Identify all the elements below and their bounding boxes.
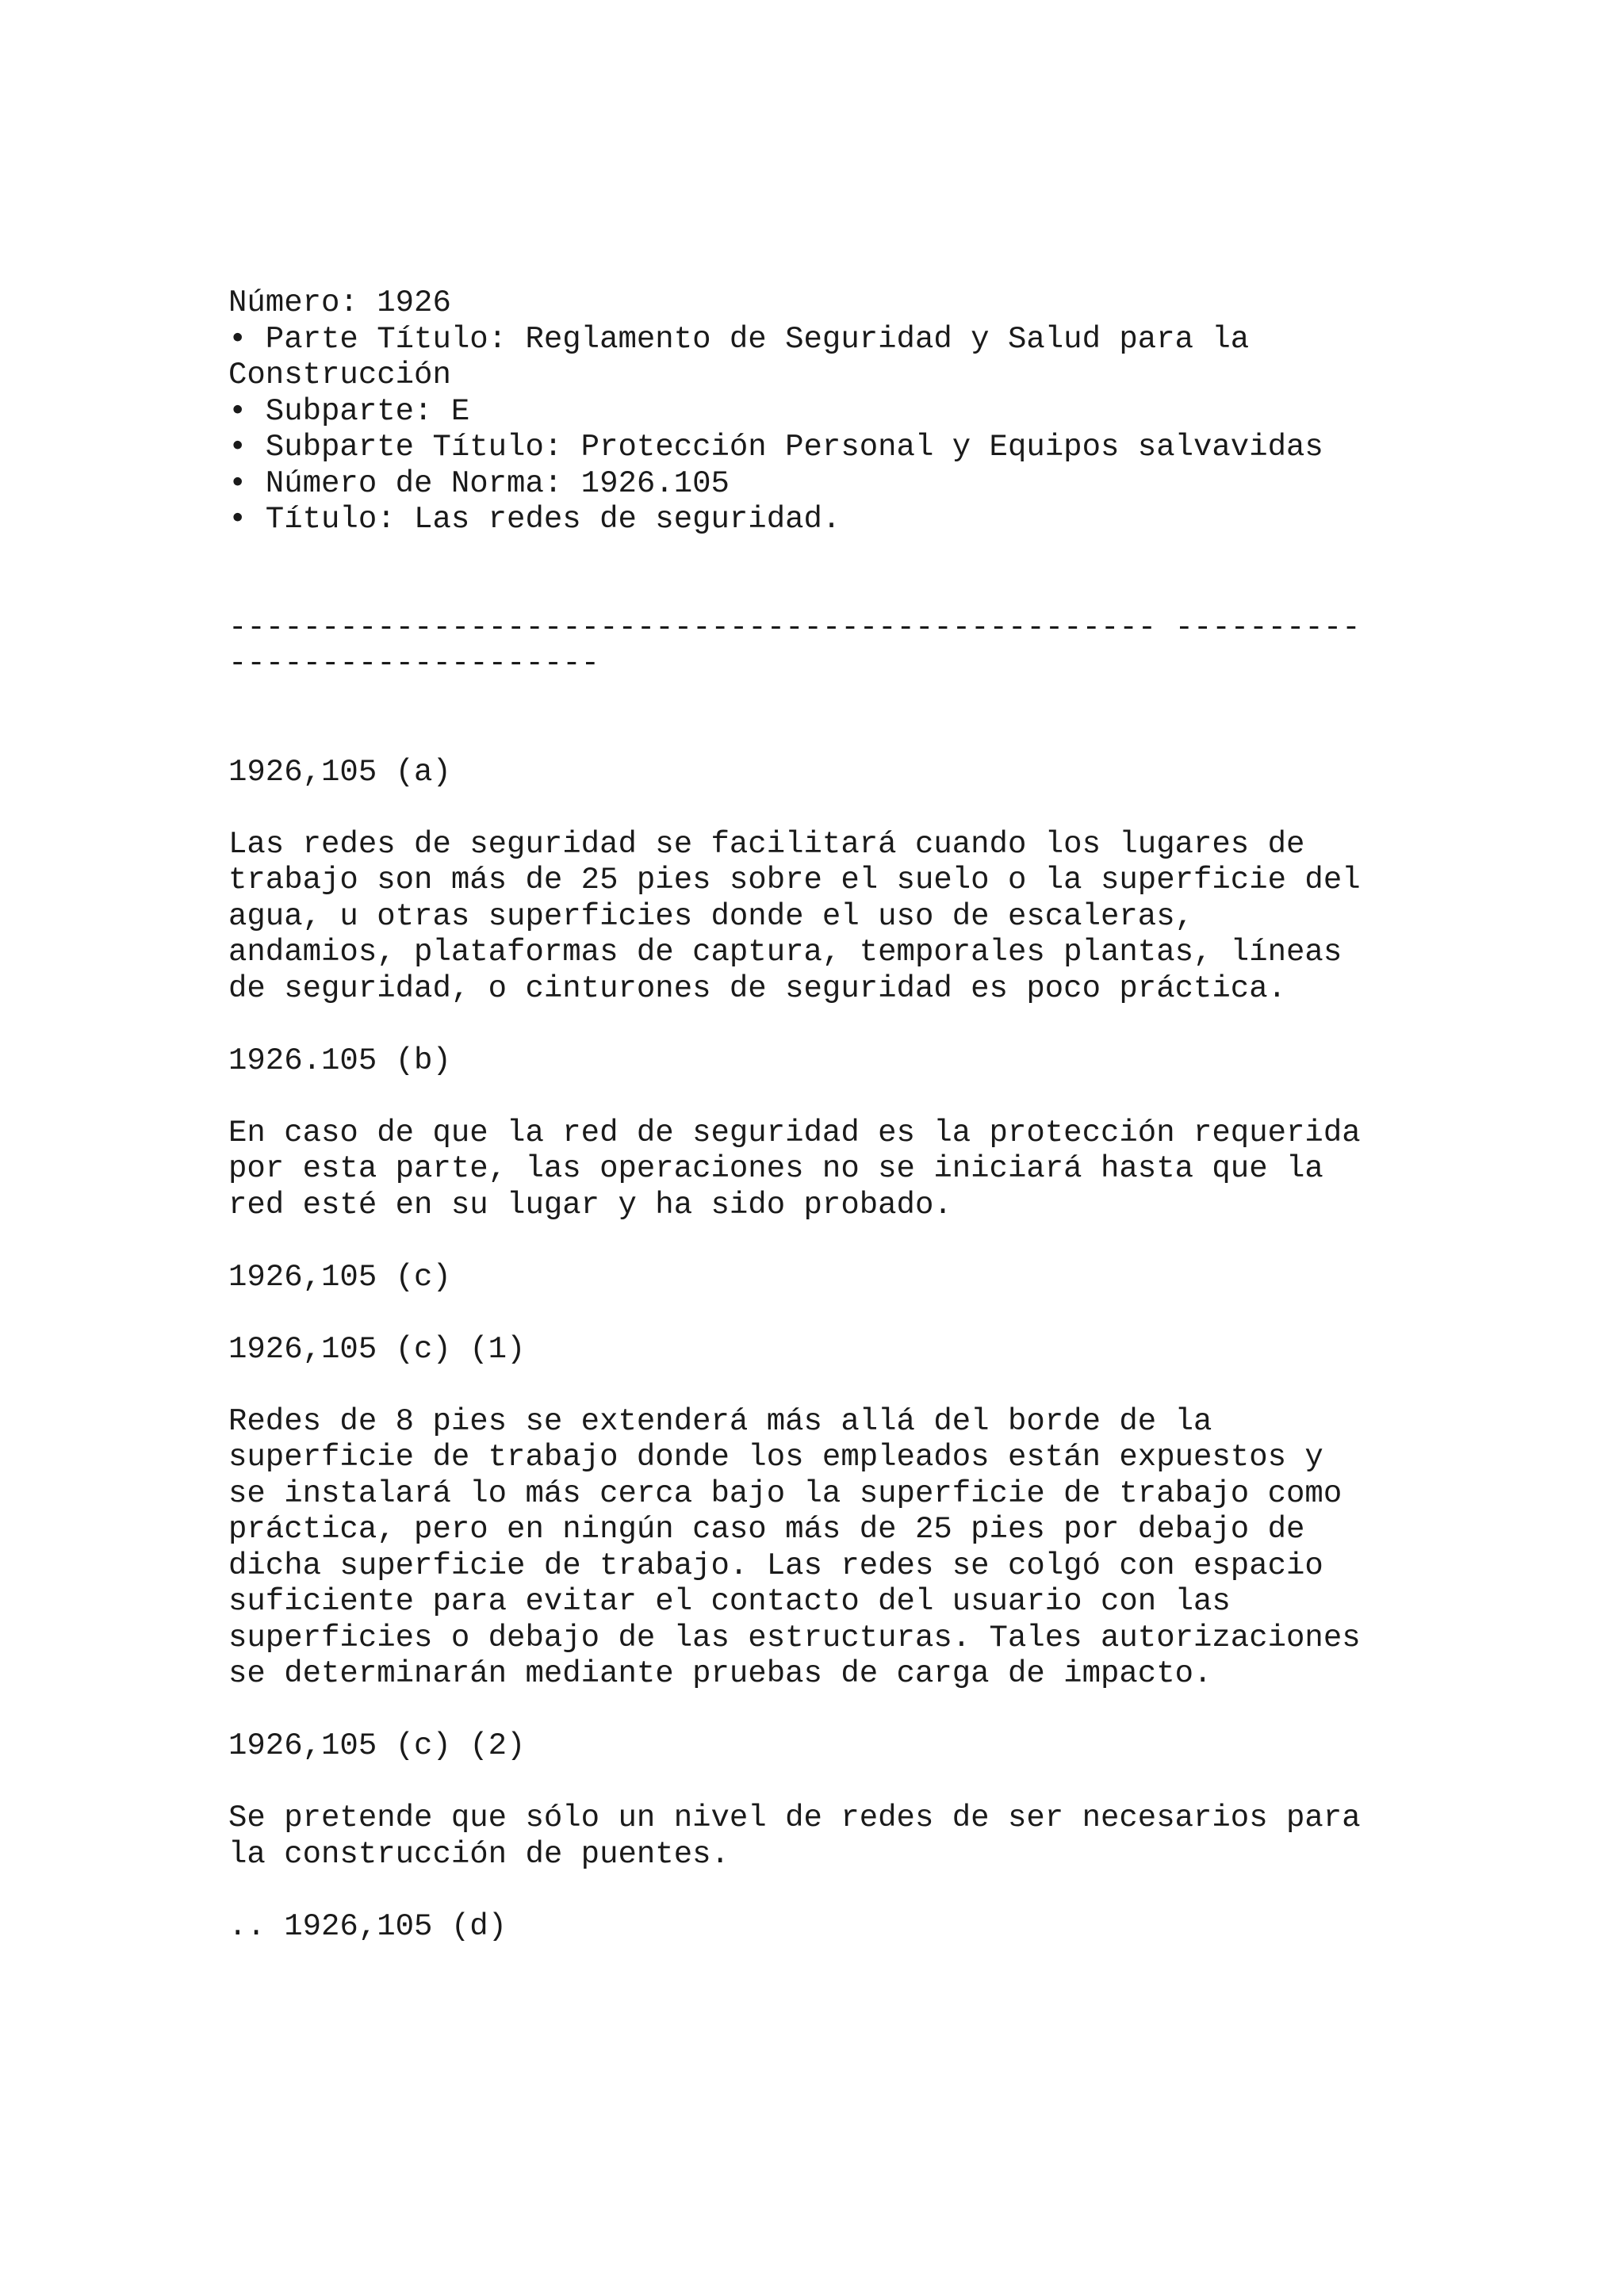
paragraph-line: se determinarán mediante pruebas de carga de impacto. (228, 1656, 1212, 1691)
section-b-heading (228, 1043, 1418, 1080)
paragraph-line: práctica, pero en ningún caso más de 25 pies por debajo de (228, 1512, 1305, 1547)
paragraph-line: de seguridad, o cinturones de seguridad es poco práctica. (228, 970, 1287, 1006)
section-b-paragraph (228, 1115, 1418, 1224)
section-d-heading (228, 1909, 1418, 1946)
paragraph-line: andamios, plataformas de captura, temporales plantas, líneas (228, 935, 1342, 970)
section-heading: 1926.105 (b) (228, 1043, 451, 1078)
paragraph-line: por esta parte, las operaciones no se iniciará hasta que la (228, 1151, 1323, 1186)
section-c1-heading (228, 1332, 1418, 1368)
header-subpart-title: • Subparte Título: Protección Personal y Equipos salvavidas (228, 430, 1323, 465)
header-part-title: • Parte Título: Reglamento de Seguridad y Salud para la (228, 321, 1250, 357)
paragraph-line: se instalará lo más cerca bajo la superficie de trabajo como (228, 1475, 1342, 1511)
paragraph-line: superficie de trabajo donde los empleados están expuestos y (228, 1440, 1323, 1475)
section-heading: 1926,105 (c) (1) (228, 1331, 526, 1367)
paragraph-line: Redes de 8 pies se extenderá más allá del borde de la (228, 1403, 1212, 1439)
header-number: Número: 1926 (228, 285, 451, 320)
header-standard-number: • Número de Norma: 1926.105 (228, 465, 730, 501)
section-c2-paragraph (228, 1800, 1418, 1873)
paragraph-line: Las redes de seguridad se facilitará cuando los lugares de (228, 826, 1305, 862)
paragraph-line: agua, u otras superficies donde el uso de escaleras, (228, 898, 1193, 934)
separator (228, 610, 1418, 683)
paragraph-line: red esté en su lugar y ha sido probado. (228, 1187, 952, 1223)
section-heading: 1926,105 (c) (2) (228, 1728, 526, 1763)
separator-line: -------------------------------------------------- ---------- (228, 610, 1361, 645)
paragraph-line: dicha superficie de trabajo. Las redes se colgó con espacio (228, 1548, 1323, 1583)
section-heading: .. 1926,105 (d) (228, 1908, 508, 1944)
header-part-title-cont: Construcción (228, 358, 451, 392)
section-c-heading (228, 1260, 1418, 1296)
header-subpart: • Subparte: E (228, 393, 470, 429)
paragraph-line: la construcción de puentes. (228, 1836, 730, 1872)
section-a-paragraph (228, 827, 1418, 1008)
paragraph-line: superficies o debajo de las estructuras. Tales autorizaciones (228, 1620, 1361, 1655)
section-heading: 1926,105 (c) (228, 1259, 451, 1295)
separator-line: -------------------- (228, 646, 600, 681)
section-heading: 1926,105 (a) (228, 754, 451, 790)
section-c1-paragraph (228, 1404, 1418, 1693)
document-page (228, 285, 1418, 1945)
paragraph-line: suficiente para evitar el contacto del usuario con las (228, 1584, 1231, 1619)
section-c2-heading (228, 1728, 1418, 1765)
paragraph-line: En caso de que la red de seguridad es la protección requerida (228, 1115, 1361, 1150)
paragraph-line: trabajo son más de 25 pies sobre el suelo o la superficie del (228, 863, 1361, 897)
paragraph-line: Se pretende que sólo un nivel de redes de ser necesarios para (228, 1800, 1361, 1835)
document-header (228, 285, 1418, 538)
section-a-heading (228, 755, 1418, 791)
header-title: • Título: Las redes de seguridad. (228, 502, 841, 537)
